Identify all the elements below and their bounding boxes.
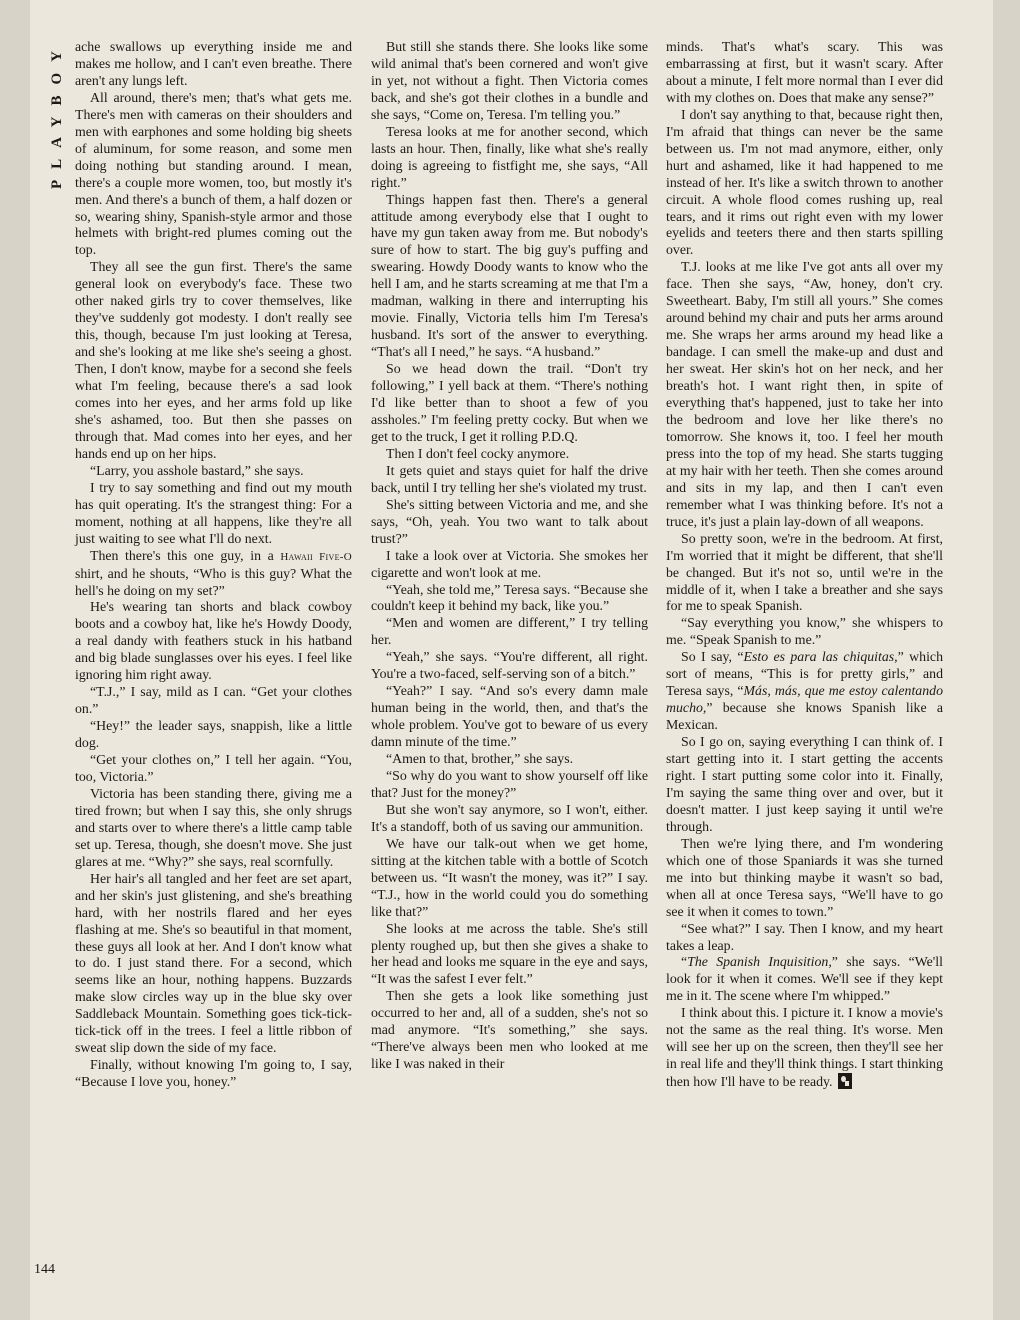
paragraph: minds. That's what's scary. This was embarrassing at first, but it wasn't scary. After about a minute, I felt more normal than I ever did with my clothes on. Does that make any sense?” bbox=[666, 39, 943, 105]
paragraph: Finally, without knowing I'm going to, I say, “Because I love you, honey.” bbox=[75, 1057, 352, 1090]
paragraph: “Yeah,” she says. “You're different, all right. You're a two-faced, self-serving son of a bitch.” bbox=[371, 649, 648, 682]
paragraph: But she won't say anymore, so I won't, either. It's a standoff, both of us saving our ammunition. bbox=[371, 801, 648, 834]
text-run: Then there's this one guy, in a bbox=[90, 547, 281, 563]
paragraph bbox=[75, 548, 352, 600]
paragraph: “Yeah?” I say. “And so's every damn male human being in the world, then, and that's the whole problem. You've got to beware of us every damn minute of the time.” bbox=[371, 683, 648, 750]
text-run: ” which sort of means, “This is for pretty girls,” and Teresa says, “ bbox=[666, 649, 944, 699]
paragraph bbox=[666, 954, 943, 1005]
paragraph: “Larry, you asshole bastard,” she says. bbox=[90, 462, 304, 478]
text-run: So I say, “ bbox=[681, 649, 744, 665]
rabbit-end-mark-icon bbox=[838, 1073, 852, 1089]
paragraph: It gets quiet and stays quiet for half the drive back, until I try telling her she's violated my trust. bbox=[371, 462, 648, 495]
paragraph: She's sitting between Victoria and me, and she says, “Oh, yeah. You two want to talk about trust?” bbox=[371, 496, 648, 546]
paragraph: “Get your clothes on,” I tell her again. “You, too, Victoria.” bbox=[75, 752, 352, 784]
paragraph: So we head down the trail. “Don't try following,” I yell back at them. “There's nothing I'd like better than to shoot a few of you assholes.” I'm feeling pretty cocky. But when we get to the truck, I get it rolling P.D.Q. bbox=[371, 361, 648, 444]
paragraph: “Men and women are different,” I try telling her. bbox=[371, 615, 648, 648]
paragraph: So I go on, saying everything I can think of. I start getting into it. I start getting the accents right. I start putting some color into it. Finally, I'm saying the same thing over and over, but it doesn't matter. I just keep saying it until we're through. bbox=[666, 734, 943, 834]
text-run: shirt, and he shouts, “Who is this guy? What the hell's he doing on my set?” bbox=[75, 565, 352, 598]
paragraph: I take a look over at Victoria. She smokes her cigarette and won't look at me. bbox=[371, 547, 648, 580]
paragraph: They all see the gun first. There's the same general look on everybody's face. These two other naked girls try to cover themselves, like they've suddenly got modesty. I don't really see this, though, because I'm just looking at Teresa, and she's looking at me like she's seeing a ghost. Then, I don't know, maybe for a second she feels what I'm feeling, because there's a sad look comes into her eyes, and her arms fold up like she's ashamed, too. But then she passes on through that. Mad comes into her eyes, and her hands end up on her hips. bbox=[75, 259, 352, 461]
paragraph: Then she gets a look like something just occurred to her and, all of a sudden, she's not so mad anymore. “It's something,” she says. “There've always been men who looked at me like I was naked in their bbox=[371, 988, 648, 1072]
movie-title: The Spanish Inquisition, bbox=[687, 954, 832, 970]
paragraph: I try to say something and find out my mouth has quit operating. It's the strangest thing: For a moment, nothing at all happens, like they're all just waiting to see what I'll do next. bbox=[75, 479, 352, 546]
text-column-1 bbox=[75, 39, 352, 1091]
page-number: 144 bbox=[34, 1262, 55, 1277]
text-run: ” she says. “We'll look for it when it comes. We'll see if they kept me in it. The scene where I'm whipped.” bbox=[666, 954, 943, 1004]
paragraph: I don't say anything to that, because right then, I'm afraid that things can never be the same between us. I'm not mad anymore, either, only hurt and ashamed, like it had happened to me instead of her. It's like a switch thrown to another circuit. A whole flood comes rushing up, real tears, and it rims out right even with my lower eyelids and teeters there and then starts spilling over. bbox=[666, 106, 943, 258]
text-run: ” because she knows Spanish like a Mexican. bbox=[666, 700, 943, 733]
spanish-phrase: Esto es para las chiquitas, bbox=[743, 649, 898, 665]
paragraph: All around, there's men; that's what gets me. There's men with cameras on their shoulders and men with earphones and some holding big sheets of aluminum, for some reason, and some men doing nothing but standing around. I mean, there's a couple more women, too, but mostly it's men. And there's a bunch of them, a half dozen or so, wearing shiny, Spanish-style armor and those helmets with bright-red plumes coming out the top. bbox=[75, 89, 352, 258]
paragraph: He's wearing tan shorts and black cowboy boots and a cowboy hat, like he's Howdy Doody, a real dandy with feathers stuck in his hatband and big blade sunglasses over his eyes. I feel like ignoring him right away. bbox=[75, 599, 352, 683]
show-title: Hawaii Five-O bbox=[280, 550, 352, 563]
magazine-page bbox=[30, 0, 993, 1320]
paragraph: “Hey!” the leader says, snappish, like a little dog. bbox=[75, 718, 352, 751]
paragraph: Then we're lying there, and I'm wondering which one of those Spaniards it was she turned me into but thinking maybe it wasn't so bad, when all at once Teresa says, “We'll have to go see it when it comes to town.” bbox=[666, 835, 943, 919]
paragraph: “Amen to that, brother,” she says. bbox=[386, 751, 574, 767]
paragraph: “Say everything you know,” she whispers to me. “Speak Spanish to me.” bbox=[666, 615, 943, 648]
spanish-phrase: Más, más, que me estoy calentando mucho, bbox=[666, 683, 943, 716]
masthead-text: PLAYBOY bbox=[49, 40, 65, 189]
paragraph: She looks at me across the table. She's still plenty roughed up, but then she gives a shake to her head and looks me square in the eye and says, “It was the safest I ever felt.” bbox=[371, 920, 648, 987]
paragraph: “Yeah, she told me,” Teresa says. “Because she couldn't keep it behind my back, like you.” bbox=[371, 581, 648, 614]
paragraph: So pretty soon, we're in the bedroom. At first, I'm worried that it might be different, that she'll be changed. But it's not so, until we're in the middle of it, when I take a breather and she says for me to speak Spanish. bbox=[666, 530, 943, 614]
paragraph bbox=[666, 1005, 943, 1091]
paragraph: “So why do you want to show yourself off like that? Just for the money?” bbox=[371, 767, 648, 800]
text-run: “ bbox=[681, 954, 688, 970]
paragraph bbox=[666, 649, 943, 734]
masthead bbox=[33, 37, 65, 197]
paragraph: We have our talk-out when we get home, sitting at the kitchen table with a bottle of Scotch between us. “It wasn't the money, was it?” I say. “T.J., how in the world could you do something like that?” bbox=[371, 835, 648, 919]
paragraph: “T.J.,” I say, mild as I can. “Get your clothes on.” bbox=[75, 684, 352, 717]
paragraph: “See what?” I say. Then I know, and my heart takes a leap. bbox=[666, 920, 943, 953]
paragraph: Things happen fast then. There's a general attitude among everybody else that I ought to have my gun taken away from me. But nobody's sure of how to start. The big guy's puffing and swearing. Howdy Doody wants to know who the hell I am, and he starts screaming at me that I'm a madman, walking in there and interrupting his movie. Finally, Victoria tells him I'm Teresa's husband. It's sort of the answer to everything. “That's all I need,” he says. “A husband.” bbox=[371, 191, 648, 360]
paragraph: Then I don't feel cocky anymore. bbox=[386, 445, 570, 461]
paragraph: Victoria has been standing there, giving me a tired frown; but when I say this, she only shrugs and starts over to where there's a little camp table set up. Teresa, though, she doesn't move. She just glares at me. “Why?” she says, real scornfully. bbox=[75, 785, 352, 869]
paragraph: T.J. looks at me like I've got ants all over my face. Then she says, “Aw, honey, don't cry. Sweetheart. Baby, I'm still all yours.” She comes around behind my chair and puts her arms around me. She wraps her arms around my head like a bandage. I can smell the make-up and dust and her sweat. Her skin's hot on her neck, and her breath's hot. I want right then, in spite of everything that's happened, just to take her into the bedroom and love her like there's no tomorrow. She knows it, too. I feel her mouth press into the top of my head. She starts tugging at my hair with her teeth. Then she comes around and sits in my lap, and then I can't even remember what I was thinking before. It's not a truce, it's just a plain lay-down of all weapons. bbox=[666, 259, 943, 529]
text-column-3 bbox=[666, 39, 943, 1091]
text-column-2 bbox=[371, 39, 648, 1073]
paragraph: Teresa looks at me for another second, which lasts an hour. Then, finally, like what she's really doing is agreeing to fistfight me, she says, “All right.” bbox=[371, 123, 648, 190]
paragraph: ache swallows up everything inside me and makes me hollow, and I can't even breathe. There aren't any lungs left. bbox=[75, 39, 352, 88]
paragraph: But still she stands there. She looks like some wild animal that's been cornered and won't give in yet, not without a fight. Then Victoria comes back, and she's got their clothes in a bundle and she says, “Come on, Teresa. I'm telling you.” bbox=[371, 39, 648, 122]
paragraph: Her hair's all tangled and her feet are set apart, and her skin's just glistening, and she's breathing hard, with her nostrils flared and her eyes flashing at me. She's so beautiful in that moment, these guys all look at her. And I don't know what to do. I just stand there. For a second, which seems like an hour, nothing happens. Buzzards make slow circles way up in the blue sky over Saddleback Mountain. Something goes tick-tick-tick-tick off in the trees. I feel a little ribbon of sweat slip down the side of my face. bbox=[75, 870, 352, 1056]
text-run: I think about this. I picture it. I know a movie's not the same as the real thing. It's worse. Men will see her up on the screen, then they'll see her in real life and they'll think things. I start thinking then how I'll have to be ready. bbox=[666, 1005, 943, 1090]
